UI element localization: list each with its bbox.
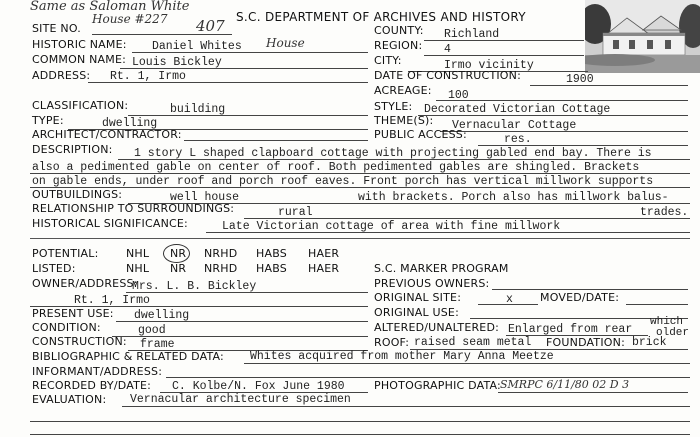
altered-label: ALTERED/UNALTERED: (374, 321, 500, 334)
moved-date-line (626, 304, 688, 305)
historical-significance-label: HISTORICAL SIGNIFICANCE: (32, 217, 188, 230)
handwritten-house-number: House #227 (92, 12, 168, 26)
listed-nrhd: NRHD (204, 262, 238, 275)
potential-habs: HABS (256, 247, 287, 260)
type-label: TYPE: (32, 114, 64, 127)
historic-name-label: HISTORIC NAME: (32, 38, 127, 51)
owner-line-1 (126, 292, 368, 293)
description-line-1: 1 story L shaped clapboard cottage with projecting gabled end bay. There is (134, 147, 652, 160)
potential-label: POTENTIAL: (32, 247, 99, 260)
outbuildings-value: well house (170, 191, 240, 204)
potential-haer: HAER (308, 247, 340, 260)
handwritten-top-note: Same as Saloman White (30, 0, 190, 14)
photographic-data-label: PHOTOGRAPHIC DATA: (374, 379, 501, 392)
blank-line-2 (30, 434, 690, 435)
acreage-value: 100 (448, 89, 469, 102)
form-title: S.C. DEPARTMENT OF ARCHIVES AND HISTORY (236, 10, 526, 24)
bibliographic-label: BIBLIOGRAPHIC & RELATED DATA: (32, 350, 224, 363)
foundation-value: brick (632, 336, 667, 349)
listed-label: LISTED: (32, 262, 76, 275)
description-rule-2 (30, 173, 690, 174)
theme-line (440, 131, 688, 132)
present-use-line (116, 321, 368, 322)
altered-value: Enlarged from rear (508, 323, 633, 336)
present-use-label: PRESENT USE: (32, 307, 114, 320)
public-access-value: res. (504, 133, 532, 146)
handwritten-house: House (266, 36, 305, 50)
historical-significance-line (206, 232, 690, 233)
original-use-label: ORIGINAL USE: (374, 306, 459, 319)
listed-haer: HAER (308, 262, 340, 275)
original-site-line (478, 304, 538, 305)
relationship-label: RELATIONSHIP TO SURROUNDINGS: (32, 202, 235, 215)
construction-value: frame (140, 338, 175, 351)
address-label: ADDRESS: (32, 69, 91, 82)
informant-label: INFORMANT/ADDRESS: (32, 365, 163, 378)
date-construction-label: DATE OF CONSTRUCTION: (374, 69, 521, 82)
description-rule-1 (118, 159, 690, 160)
address-line (88, 82, 368, 83)
description-line-3: on gable ends, under roof and porch roof eaves. Front porch has vertical millwork supports (32, 175, 654, 188)
theme-value: Vernacular Cottage (452, 119, 577, 132)
evaluation-line (122, 406, 690, 407)
county-line (424, 40, 584, 41)
recorded-by-label: RECORDED BY/DATE: (32, 379, 152, 392)
county-label: COUNTY: (374, 24, 424, 37)
handwritten-site-number: 407 (196, 17, 225, 35)
description-line-2: also a pedimented gable on center of roof. Both pedimented gables are shingled. Brackets (32, 161, 640, 174)
listed-nhl: NHL (126, 262, 150, 275)
potential-nrhd: NRHD (204, 247, 238, 260)
evaluation-value: Vernacular architecture specimen (130, 393, 351, 406)
evaluation-label: EVALUATION: (32, 393, 107, 406)
address-value: Rt. 1, Irmo (110, 70, 186, 83)
site-no-label: SITE NO. (32, 22, 81, 35)
city-value: Irmo vicinity (444, 59, 534, 72)
style-value: Decorated Victorian Cottage (424, 103, 611, 116)
region-line (424, 55, 584, 56)
relationship-line (244, 218, 690, 219)
historic-name-line (132, 52, 368, 53)
nr-circle-mark (163, 244, 190, 263)
description-line-4: with brackets. Porch also has millwork balus- (358, 191, 669, 204)
bibliographic-value: Whites acquired from mother Mary Anna Meetze (250, 350, 554, 363)
owner-value-line-1: Mrs. L. B. Bickley (132, 280, 257, 293)
architect-label: ARCHITECT/CONTRACTOR: (32, 128, 182, 141)
style-label: STYLE: (374, 100, 413, 113)
date-construction-value: 1900 (566, 73, 594, 86)
description-label: DESCRIPTION: (32, 143, 113, 156)
original-site-value: x (506, 293, 513, 306)
city-label: CITY: (374, 54, 402, 67)
condition-value: good (138, 324, 166, 337)
region-value: 4 (444, 43, 451, 56)
previous-owners-line (492, 289, 688, 290)
potential-nr: NR (170, 247, 187, 260)
classification-value: building (170, 103, 226, 116)
style-line (418, 115, 688, 116)
architect-line (184, 140, 368, 141)
potential-nhl: NHL (126, 247, 150, 260)
foundation-label: FOUNDATION: (546, 336, 625, 349)
county-value: Richland (444, 28, 500, 41)
classification-label: CLASSIFICATION: (32, 99, 129, 112)
owner-value-line-2: Rt. 1, Irmo (74, 294, 150, 307)
public-access-line (478, 145, 688, 146)
description-line-5: trades. (640, 206, 689, 219)
recorded-by-value: C. Kolbe/N. Fox June 1980 (172, 380, 345, 393)
condition-label: CONDITION: (32, 321, 101, 334)
description-rule-3 (30, 187, 690, 188)
construction-label: CONSTRUCTION: (32, 335, 127, 348)
type-value: dwelling (102, 117, 158, 130)
original-site-label: ORIGINAL SITE: (374, 291, 462, 304)
roof-value: raised seam metal (414, 336, 532, 349)
moved-date-label: MOVED/DATE: (540, 291, 620, 304)
photographic-data-line (498, 392, 688, 393)
blank-line-1 (30, 421, 690, 422)
region-label: REGION: (374, 39, 423, 52)
public-access-label: PUBLIC ACCESS: (374, 128, 467, 141)
listed-nr: NR (170, 262, 187, 275)
outbuildings-label: OUTBUILDINGS: (32, 188, 123, 201)
common-name-line (120, 68, 368, 69)
acreage-line (436, 100, 688, 101)
bibliographic-line (244, 363, 690, 364)
present-use-value: dwelling (134, 309, 190, 322)
date-construction-line (530, 85, 688, 86)
handwritten-photo-data: SMRPC 6/11/80 02 D 3 (500, 378, 630, 391)
altered-note-older: older (656, 327, 690, 339)
previous-owners-label: PREVIOUS OWNERS: (374, 277, 490, 290)
section-divider (30, 238, 690, 239)
common-name-label: COMMON NAME: (32, 53, 127, 66)
roof-label: ROOF: (374, 336, 410, 349)
classification-line (128, 115, 368, 116)
listed-habs: HABS (256, 262, 287, 275)
historic-name-value: Daniel Whites (152, 40, 242, 53)
site-no-line (92, 34, 232, 35)
theme-label: THEME(S): (374, 114, 434, 127)
relationship-value: rural (278, 206, 313, 219)
acreage-label: ACREAGE: (374, 84, 432, 97)
altered-note-which: which (650, 316, 684, 328)
owner-label: OWNER/ADDRESS: (32, 277, 138, 290)
common-name-value: Louis Bickley (132, 56, 222, 69)
historical-significance-value: Late Victorian cottage of area with fine millwork (222, 220, 561, 233)
condition-line (112, 336, 368, 337)
marker-program-label: S.C. MARKER PROGRAM (374, 262, 509, 275)
house-photo (585, 0, 700, 73)
